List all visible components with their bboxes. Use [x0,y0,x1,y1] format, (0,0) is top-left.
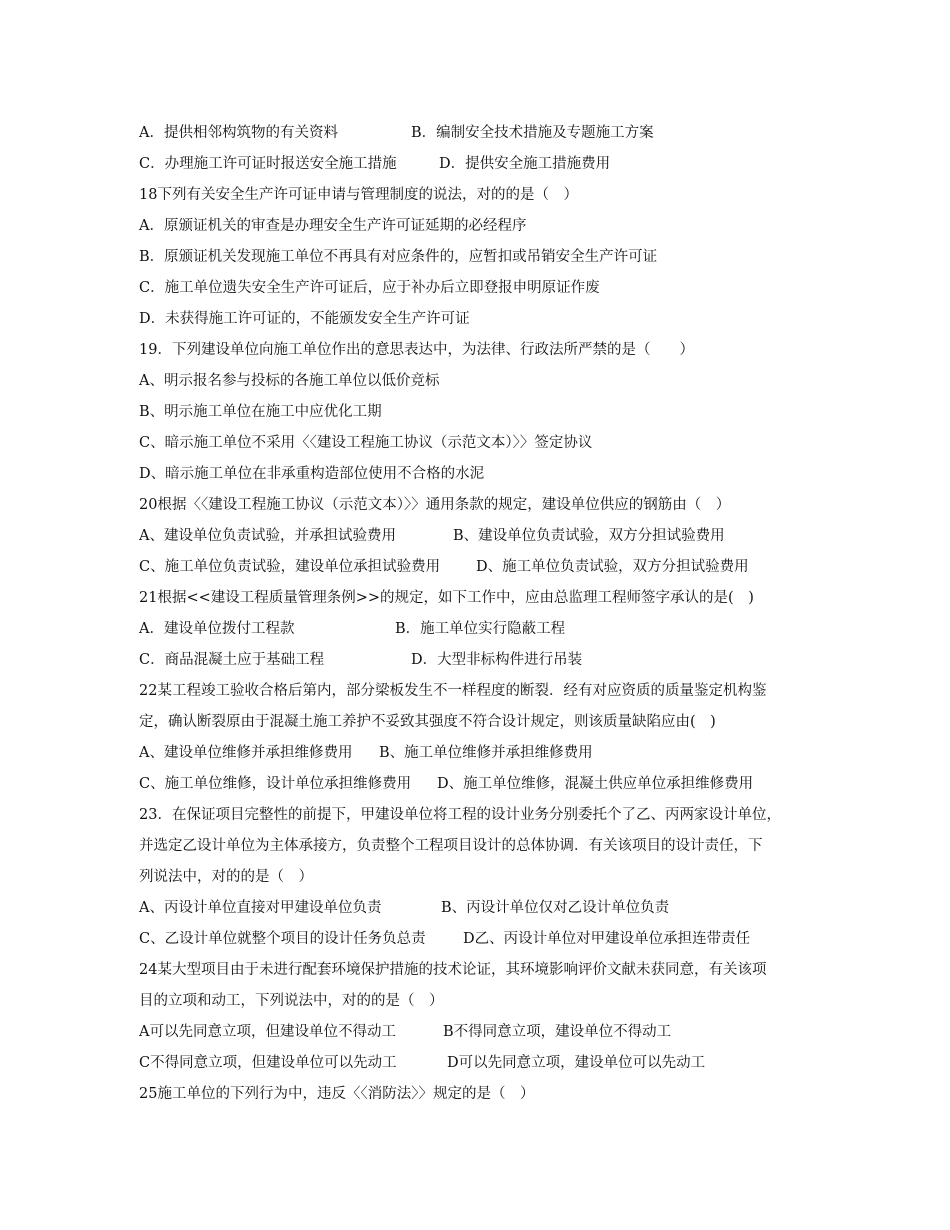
option-text: D．提供安全施工措施费用 [439,156,611,172]
option-line: D．未获得施工许可证的，不能颁发安全生产许可证 [139,311,470,327]
option-line: C、暗示施工单位不采用〈〈建设工程施工协议（示范文本）〉〉签定协议 [139,435,593,451]
text-line [139,769,839,800]
option-line: B、明示施工单位在施工中应优化工期 [139,404,382,420]
question-line: 定，确认断裂原由于混凝土施工养护不妥致其强度不符合设计规定，则该质量缺陷应由( ) [139,714,716,730]
option-text: C不得同意立项，但建设单位可以先动工 [139,1055,397,1071]
option-text: C、施工单位维修，设计单位承担维修费用 [139,776,412,792]
option-text: C．商品混凝土应于基础工程 [139,652,325,668]
text-line [139,521,839,552]
option-text: B、丙设计单位仅对乙设计单位负责 [441,900,670,916]
option-text: A可以先同意立项，但建设单位不得动工 [139,1024,396,1040]
text-line [139,614,839,645]
option-text: D可以先同意立项，建设单位可以先动工 [447,1055,706,1071]
question-line: 20根据〈〈建设工程施工协议（示范文本）〉〉通用条款的规定，建设单位供应的钢筋由（ ） [139,497,731,513]
text-line [139,552,839,583]
option-text: D．大型非标构件进行吊装 [411,652,583,668]
question-line: 24某大型项目由于未进行配套环境保护措施的技术论证，其环境影响评价文献未获同意，有关该项 [139,962,767,978]
text-line [139,149,839,180]
question-line: 19．下列建设单位向施工单位作出的意思表达中，为法律、行政法所严禁的是（ ） [139,342,694,358]
option-text: D、施工单位维修，混凝土供应单位承担维修费用 [437,776,754,792]
option-text: A、丙设计单位直接对甲建设单位负责 [139,900,382,916]
option-text: A、建设单位负责试验，并承担试验费用 [139,528,396,544]
text-line [139,1048,839,1079]
option-line: D、暗示施工单位在非承重构造部位使用不合格的水泥 [139,466,485,482]
option-text: D、施工单位负责试验，双方分担试验费用 [476,559,749,575]
option-text: C、乙设计单位就整个项目的设计任务负总责 [139,931,426,947]
question-line: 22某工程竣工验收合格后第内，部分梁板发生不一样程度的断裂．经有对应资质的质量鉴定机构鉴 [139,683,767,699]
text-line [139,1017,839,1048]
option-line: C．施工单位遗失安全生产许可证后，应于补办后立即登报申明原证作废 [139,280,600,296]
question-line: 并选定乙设计单位为主体承接方，负责整个工程项目设计的总体协调．有关该项目的设计责任，下 [139,838,763,854]
option-text: D乙、丙设计单位对甲建设单位承担连带责任 [463,931,751,947]
question-line: 25施工单位的下列行为中，违反〈〈消防法〉〉规定的是（ ） [139,1086,535,1102]
text-line [139,893,839,924]
option-text: A、建设单位维修并承担维修费用 [139,745,353,761]
question-line: 18下列有关安全生产许可证申请与管理制度的说法，对的的是（ ） [139,187,578,203]
option-text: B、施工单位维修并承担维修费用 [379,745,593,761]
option-line: A、明示报名参与投标的各施工单位以低价竞标 [139,373,440,389]
question-text [139,118,839,1110]
text-line [139,738,839,769]
option-text: C．办理施工许可证时报送安全施工措施 [139,156,397,172]
question-line: 21根据<<建设工程质量管理条例>>的规定，如下工作中，应由总监理工程师签字承认的是( ) [139,590,754,606]
option-line: B．原颁证机关发现施工单位不再具有对应条件的，应暂扣或吊销安全生产许可证 [139,249,658,265]
option-text: B不得同意立项，建设单位不得动工 [443,1024,672,1040]
text-line [139,924,839,955]
option-text: B、建设单位负责试验，双方分担试验费用 [453,528,725,544]
option-line: A．原颁证机关的审查是办理安全生产许可证延期的必经程序 [139,218,527,234]
question-line: 列说法中，对的的是（ ） [139,869,313,885]
question-line: 23．在保证项目完整性的前提下，甲建设单位将工程的设计业务分别委托个了乙、丙两家设计单位， [139,807,781,823]
text-line [139,645,839,676]
option-text: B．施工单位实行隐蔽工程 [395,621,566,637]
text-line [139,118,839,149]
option-text: B．编制安全技术措施及专题施工方案 [411,125,654,141]
option-text: A．建设单位拨付工程款 [139,621,295,637]
option-text: A．提供相邻构筑物的有关资料 [139,125,338,141]
option-text: C、施工单位负责试验，建设单位承担试验费用 [139,559,441,575]
question-line: 目的立项和动工，下列说法中，对的的是（ ） [139,993,444,1009]
